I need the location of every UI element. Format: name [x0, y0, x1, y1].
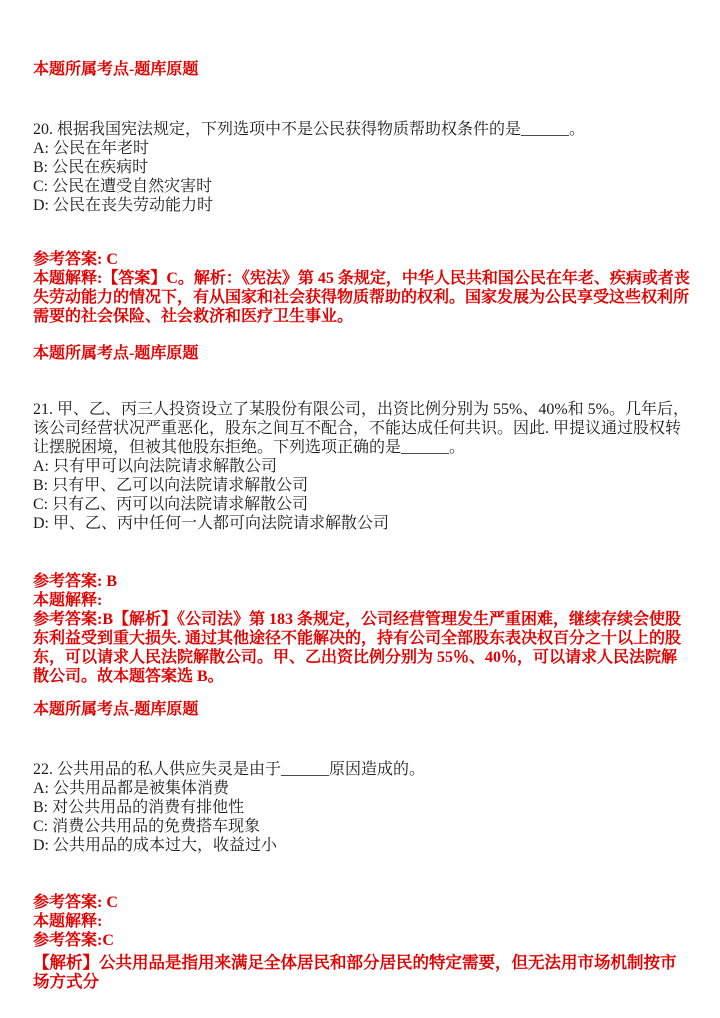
- option-a: A: 只有甲可以向法院请求解散公司: [33, 458, 278, 475]
- answer-block-22: [33, 893, 692, 991]
- explanation-heading: 本题解释:: [33, 913, 103, 930]
- option-b: B: 只有甲、乙可以向法院请求解散公司: [33, 477, 309, 494]
- option-d: D: 甲、乙、丙中任何一人都可向法院请求解散公司: [33, 515, 390, 532]
- option-a: A: 公共用品都是被集体消费: [33, 780, 230, 797]
- option-c: C: 公民在遭受自然灾害时: [33, 178, 213, 195]
- answer-explanation: 本题解释:【答案】C。解析：《宪法》第 45 条规定，中华人民共和国公民在年老、疾病或者丧失劳动能力的情况下，有从国家和社会获得物质帮助的权利。国家发展为公民享受这些权利所需要的社会保险、社会救济和医疗卫生事业。: [33, 270, 690, 325]
- question-stem: 22. 公共用品的私人供应失灵是由于______原因造成的。: [33, 761, 426, 778]
- answer-explanation: 【解析】公共用品是指用来满足全体居民和部分居民的特定需要，但无法用市场机制按市场方式分: [33, 953, 677, 991]
- answer-explanation: 参考答案:B【解析】《公司法》第 183 条规定，公司经营管理发生严重困难，继续存续会使股东利益受到重大损失. 通过其他途径不能解决的，持有公司全部股东表决权百分之十以上的股东，可以请求人民法院解散公司。甲、乙出资比例分别为 55％、40％，可以请求人民法院解散公司。故本题答案选 B。: [33, 611, 682, 685]
- question-stem: 20. 根据我国宪法规定，下列选项中不是公民获得物质帮助权条件的是______。: [33, 121, 586, 138]
- topic-note: 本题所属考点-题库原题: [33, 61, 199, 78]
- answer-block-20: [33, 250, 692, 326]
- explanation-heading: 本题解释:: [33, 592, 103, 609]
- reference-answer: 参考答案: C: [33, 894, 118, 911]
- option-a: A: 公民在年老时: [33, 140, 150, 157]
- option-b: B: 公民在疾病时: [33, 159, 149, 176]
- reference-answer: 参考答案: B: [33, 573, 118, 590]
- question-stem: 21. 甲、乙、丙三人投资设立了某股份有限公司，出资比例分别为 55%、40%和 5%。几年后，该公司经营状况严重恶化，股东之间互不配合，不能达成任何共识。因此. 甲提议通过股权转让摆脱困境，但被其他股东拒绝。下列选项正确的是______。: [33, 401, 689, 456]
- option-d: D: 公民在丧失劳动能力时: [33, 197, 214, 214]
- question-20: [33, 120, 692, 215]
- reference-answer: 参考答案: C: [33, 251, 118, 268]
- option-d: D: 公共用品的成本过大，收益过小: [33, 837, 278, 854]
- reference-answer-repeat: 参考答案:C: [33, 932, 114, 949]
- answer-block-21: [33, 572, 692, 686]
- option-c: C: 只有乙、丙可以向法院请求解散公司: [33, 496, 309, 513]
- question-21: [33, 400, 692, 533]
- option-c: C: 消费公共用品的免费搭车现象: [33, 818, 261, 835]
- topic-note: 本题所属考点-题库原题: [33, 701, 199, 718]
- question-22: [33, 760, 692, 855]
- topic-note: 本题所属考点-题库原题: [33, 345, 199, 362]
- option-b: B: 对公共用品的消费有排他性: [33, 799, 245, 816]
